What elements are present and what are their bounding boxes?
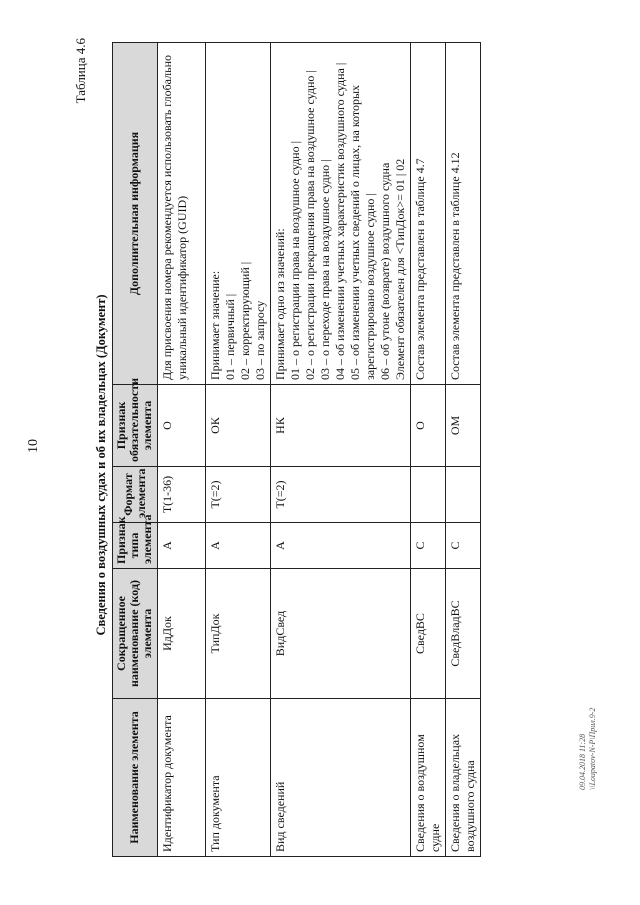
info-line: 06 – об утоне (возврате) воздушного судна [377, 162, 392, 380]
info-line: 05 – об изменении учетных сведений о лицах, на которых зарегистрировано воздушное судно | [347, 84, 377, 380]
table-header-row [113, 43, 158, 857]
cell-format: T(=2) [270, 467, 410, 523]
cell-code: СведВС [410, 569, 445, 699]
cell-code: ИдДок [157, 569, 205, 699]
info-line: 03 – по запросу [252, 300, 267, 380]
cell-info [445, 43, 480, 385]
cell-code: СведВладВС [445, 569, 480, 699]
cell-format [410, 467, 445, 523]
table-row [157, 43, 205, 857]
table-row [410, 43, 445, 857]
info-line: Элемент обязателен для <ТипДок>= 01 | 02 [392, 158, 407, 380]
cell-type: С [445, 523, 480, 569]
header-code: Сокращенное наименование (код) элемента [113, 569, 158, 699]
info-line: Принимает одно из значений: [272, 228, 287, 380]
cell-name: Тип документа [205, 699, 270, 857]
cell-info [410, 43, 445, 385]
file-stamp [578, 708, 597, 790]
table-row [445, 43, 480, 857]
info-line: 02 – корректирующий | [237, 261, 252, 380]
cell-format [445, 467, 480, 523]
header-name: Наименование элемента [113, 699, 158, 857]
cell-required: ОК [205, 385, 270, 467]
info-line: 04 – об изменении учетных характеристик воздушного судна | [332, 62, 347, 380]
header-required: Признак обязательности элемента [113, 385, 158, 467]
cell-format: T(=2) [205, 467, 270, 523]
table-title: Сведения о воздушных судах и об их владельцах (Документ) [94, 294, 108, 636]
cell-type: А [270, 523, 410, 569]
cell-type: А [157, 523, 205, 569]
cell-code: ВидСвед [270, 569, 410, 699]
cell-name: Сведения о воздушном судне [410, 699, 445, 857]
cell-info [270, 43, 410, 385]
cell-required: ОМ [445, 385, 480, 467]
cell-required: О [410, 385, 445, 467]
info-line: 01 – о регистрации права на воздушное судно | [287, 141, 302, 380]
cell-code: ТипДок [205, 569, 270, 699]
info-line: 03 – о переходе права на воздушное судно | [317, 159, 332, 380]
info-line: Состав элемента представлен в таблице 4.12 [447, 152, 462, 380]
cell-name: Вид сведений [270, 699, 410, 857]
cell-required: О [157, 385, 205, 467]
elements-table [112, 42, 481, 857]
cell-type: С [410, 523, 445, 569]
cell-format: T(1-36) [157, 467, 205, 523]
stamp-line: \\Loupatov-N-P\Прил.9-2 [587, 707, 597, 790]
cell-name: Идентификатор документа [157, 699, 205, 857]
cell-info [157, 43, 205, 385]
header-type: Признак типа элемента [113, 523, 158, 569]
page-number: 10 [26, 439, 41, 453]
header-info: Дополнительная информация [113, 43, 158, 385]
stamp-line: 09.04.2018 11:28 [578, 733, 587, 790]
table-row [205, 43, 270, 857]
cell-info [205, 43, 270, 385]
info-line: Состав элемента представлен в таблице 4.7 [412, 158, 427, 380]
cell-type: А [205, 523, 270, 569]
header-format: Формат элемента [113, 467, 158, 523]
info-line: Для присвоения номера рекомендуется использовать глобально уникальный идентификатор (GUID) [159, 55, 189, 380]
cell-required: НК [270, 385, 410, 467]
cell-name: Сведения о владельцах воздушного судна [445, 699, 480, 857]
info-line: Принимает значение: [207, 270, 222, 380]
table-row [270, 43, 410, 857]
table-label: Таблица 4.6 [73, 38, 88, 104]
info-line: 02 – о регистрации прекращения права на воздушное судно | [302, 70, 317, 380]
info-line: 01 – первичный | [222, 293, 237, 380]
